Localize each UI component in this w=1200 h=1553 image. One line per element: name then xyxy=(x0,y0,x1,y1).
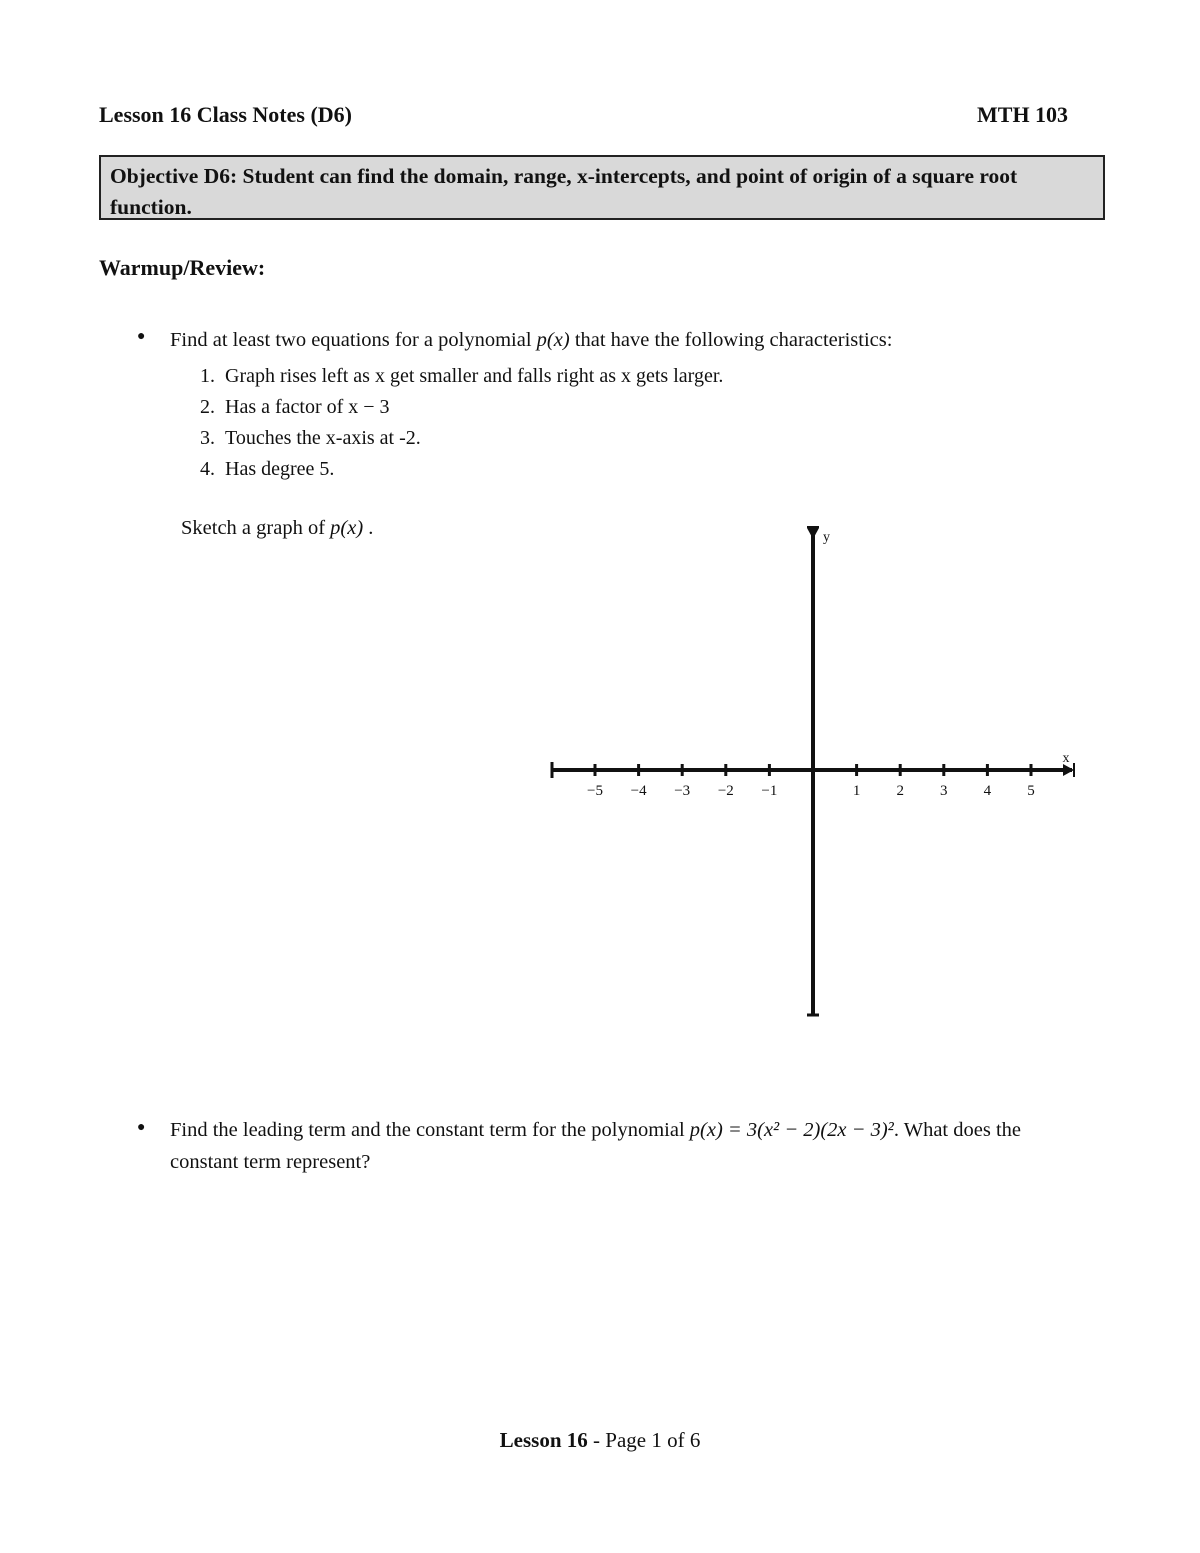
question-1-intro: Find at least two equations for a polynomial xyxy=(170,329,537,351)
sketch-end: . xyxy=(363,517,374,539)
list-item xyxy=(170,361,723,392)
list-text: Has a factor of x − 3 xyxy=(225,396,390,418)
list-text: Graph rises left as x get smaller and falls right as x gets larger. xyxy=(225,365,724,387)
page-footer xyxy=(0,1428,1200,1453)
x-tick-label: −4 xyxy=(630,783,647,799)
sketch-text: Sketch a graph of xyxy=(181,517,331,539)
characteristics-list xyxy=(170,361,723,485)
footer-lesson: Lesson 16 xyxy=(499,1428,588,1452)
y-axis-arrow xyxy=(807,528,819,539)
x-tick-label: −2 xyxy=(717,783,734,799)
question-1-intro-end: that have the following characteristics: xyxy=(569,329,893,351)
list-text: Has degree 5. xyxy=(225,458,335,480)
question-2-math: p(x) = 3(x² − 2)(2x − 3)² xyxy=(689,1119,894,1141)
x-tick-label: 2 xyxy=(896,783,904,799)
question-2-text: Find the leading term and the constant term for the polynomial xyxy=(170,1119,690,1141)
list-number: 1. xyxy=(200,365,215,387)
coordinate-axes xyxy=(540,515,1085,1025)
x-tick-label: 5 xyxy=(1027,783,1035,799)
x-tick-label: −3 xyxy=(674,783,691,799)
question-2-end: . What does the constant term represent? xyxy=(170,1119,1021,1173)
list-number: 4. xyxy=(200,458,215,480)
bullet-icon: ● xyxy=(137,329,146,344)
sketch-math: p(x) xyxy=(330,517,364,539)
x-tick-label: −1 xyxy=(761,783,778,799)
sketch-prompt xyxy=(181,517,373,540)
list-number: 3. xyxy=(200,427,215,449)
footer-page: - Page 1 of 6 xyxy=(587,1428,701,1452)
bullet-icon: ● xyxy=(137,1120,146,1135)
list-item xyxy=(170,392,723,423)
warmup-heading: Warmup/Review: xyxy=(99,255,266,280)
x-tick-label: −5 xyxy=(587,783,603,799)
question-1 xyxy=(170,324,892,356)
list-item xyxy=(170,423,723,454)
list-number: 2. xyxy=(200,396,215,418)
x-tick-label: 4 xyxy=(983,783,992,799)
question-2 xyxy=(170,1114,1090,1178)
objective-box: Objective D6: Student can find the domain, range, x-intercepts, and point of origin of a square root function. xyxy=(99,155,1105,220)
y-axis-label: y xyxy=(823,530,830,545)
list-text: Touches the x-axis at -2. xyxy=(225,427,421,449)
x-tick-label: 3 xyxy=(940,783,948,799)
course-code: MTH 103 xyxy=(977,102,1069,127)
x-tick-label: 1 xyxy=(852,783,861,799)
question-1-math: p(x) xyxy=(536,329,570,351)
list-item xyxy=(170,454,723,485)
page-title: Lesson 16 Class Notes (D6) xyxy=(99,102,352,127)
x-axis-label: x xyxy=(1062,751,1070,766)
